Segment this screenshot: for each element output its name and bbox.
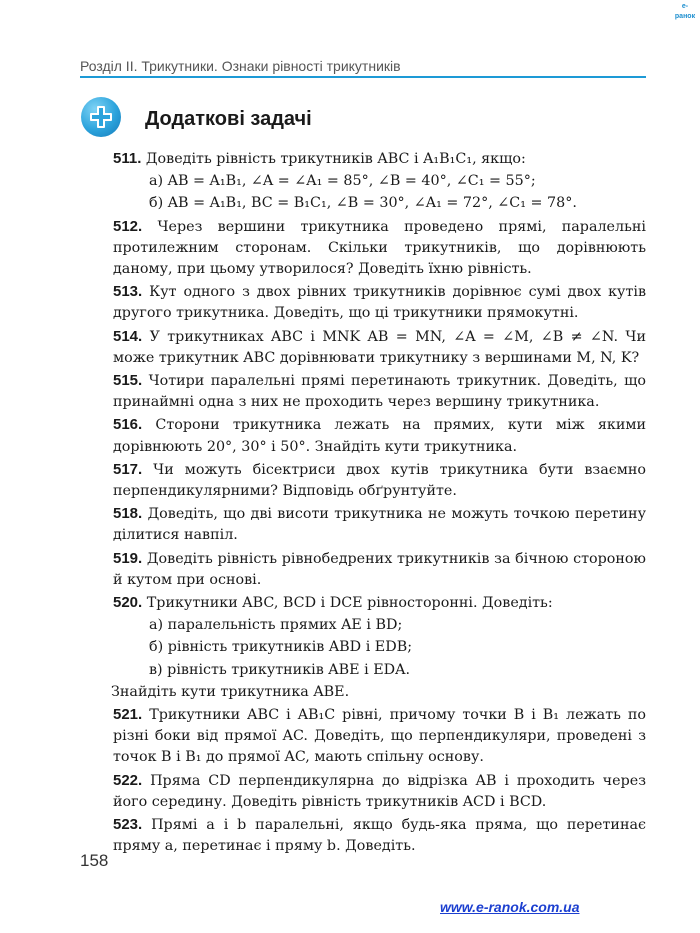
problem-list [113,148,646,859]
problem-520-note: Знайдіть кути трикутника ABE. [111,683,350,700]
problem-523 [113,814,646,857]
problem-text: Чи можуть бісектриси двох кутів трикутника бути взаємно перпендикулярними? Відповідь обґрунтуйте. [113,461,647,500]
problem-514 [113,326,646,369]
problem-text: Пряма CD перпендикулярна до відрізка AB і проходить через його середину. Доведіть рівність трикутників ACD і BCD. [113,772,647,810]
problem-text: Трикутники ABC і AB₁C рівні, причому точки B і B₁ лежать по різні боки від прямої AC. Доведіть, що перпендикуляри, проведені з точок B і B₁ до прямої AC, мають спільну основу. [113,707,647,766]
problem-520-item-a: а) паралельність прямих AE і BD; [149,617,403,634]
problem-number: 517. [113,460,143,478]
problem-518 [113,503,646,546]
problem-number: 511. [113,150,142,167]
problem-text: Трикутники ABC, BCD і DCE рівносторонні. Доведіть: [146,595,553,612]
problem-517 [113,459,646,502]
problem-text: Кут одного з двох рівних трикутників дорівнює сумі двох кутів другого трикутника. Доведіть, що ці трикутники прямокутні. [113,284,647,322]
problem-text: Доведіть, що дві висоти трикутника не можуть точкою перетину ділитися навпіл. [113,506,646,544]
problem-516 [113,414,646,457]
problem-number: 513. [113,283,143,301]
problem-text: Доведіть рівність рівнобедрених трикутників за бічною стороною й кутом при основі. [113,550,646,588]
problem-511-item-a: а) AB = A₁B₁, ∠A = ∠A₁ = 85°, ∠B = 40°, ∠C₁ = 55°; [149,173,536,190]
problem-text: Чотири паралельні прямі перетинають трикутник. Доведіть, що принаймні одна з них не проходить через вершину трикутника. [113,373,646,411]
problem-515 [113,370,646,413]
problem-number: 512. [113,217,143,235]
problem-number: 521. [113,706,143,724]
problem-511-item-b: б) AB = A₁B₁, BC = B₁C₁, ∠B = 30°, ∠A₁ = 72°, ∠C₁ = 78°. [149,195,577,212]
problem-number: 523. [113,816,143,834]
problem-number: 518. [113,505,143,523]
problem-521 [113,704,646,769]
problem-522 [113,770,646,813]
problem-text: Доведіть рівність трикутників ABC і A₁B₁C₁, якщо: [145,151,526,167]
publisher-website-link[interactable]: www.e-ranok.com.ua [440,899,580,915]
problem-text: У трикутниках ABC і MNK AB = MN, ∠A = ∠M, ∠B ≠ ∠N. Чи може трикутник ABC дорівнювати трикутнику з вершинами M, N, K? [113,328,646,366]
problem-text: Через вершини трикутника проведено прямі, паралельні протилежним сторонам. Скільки трикутників, що дорівнюють даному, при цьому утворилося? Доведіть їхню рівність. [113,218,646,278]
problem-520-item-b: б) рівність трикутників ABD і EDB; [149,639,413,656]
problem-number: 516. [113,416,143,434]
header-divider [80,76,646,78]
problem-number: 515. [113,372,143,390]
problem-text: Прямі a і b паралельні, якщо будь-яка пряма, що перетинає пряму a, перетинає і пряму b. Доведіть. [113,817,646,855]
page-number: 158 [80,851,109,870]
section-title: Додаткові задачі [145,108,312,130]
running-header: Розділ ІІ. Трикутники. Ознаки рівності трикутників [80,58,401,74]
problem-520 [113,592,646,614]
problem-513 [113,281,646,324]
problem-511 [113,148,646,170]
problem-519 [113,548,646,591]
problem-number: 519. [113,549,143,567]
problem-number: 514. [113,327,143,345]
plus-icon [81,97,121,137]
problem-number: 520. [113,594,143,612]
problem-520-item-c: в) рівність трикутників ABE і EDA. [149,661,410,678]
problem-number: 522. [113,771,143,789]
publisher-corner-logo: e-ранок [674,3,696,20]
problem-512 [113,216,646,281]
problem-text: Сторони трикутника лежать на прямих, кути між якими дорівнюють 20°, 30° і 50°. Знайдіть кути трикутника. [113,417,646,455]
